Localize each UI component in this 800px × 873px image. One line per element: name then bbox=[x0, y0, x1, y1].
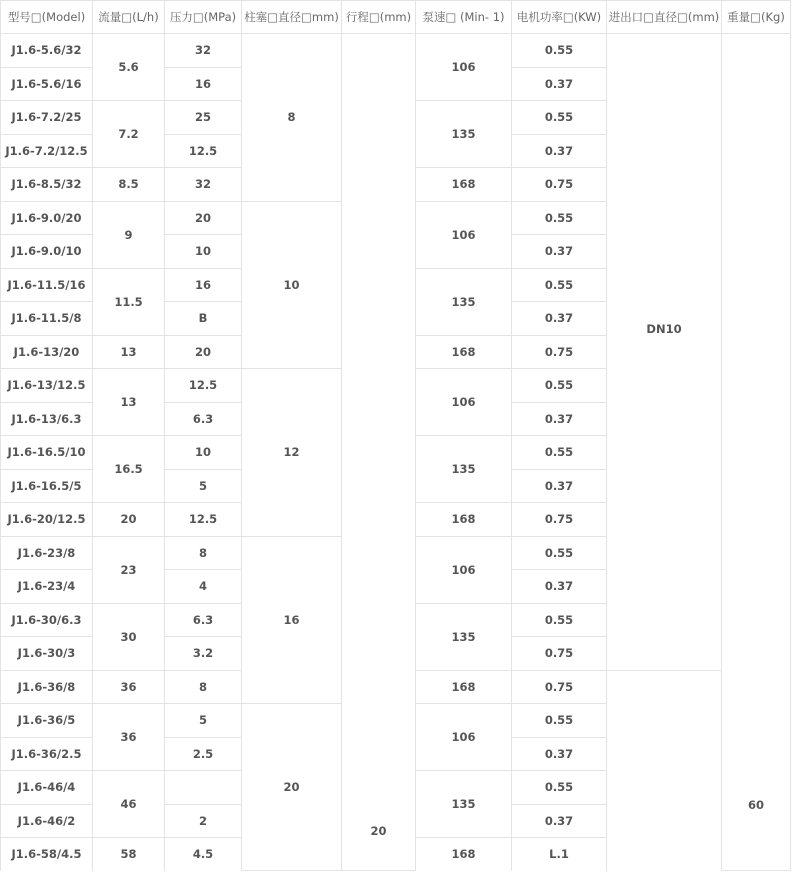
cell-model: J1.6-7.2/25 bbox=[1, 101, 93, 135]
cell-model: J1.6-58/4.5 bbox=[1, 838, 93, 871]
cell-motor-power: 0.55 bbox=[512, 704, 607, 738]
cell-pressure: 2.5 bbox=[165, 737, 242, 771]
cell-motor-power: 0.55 bbox=[512, 771, 607, 805]
header-pump-speed: 泵速□ (Min- 1) bbox=[416, 1, 512, 34]
cell-pump-speed: 168 bbox=[416, 168, 512, 202]
cell-motor-power: 0.37 bbox=[512, 804, 607, 838]
cell-model: J1.6-30/6.3 bbox=[1, 603, 93, 637]
cell-flow: 9 bbox=[93, 201, 165, 268]
cell-model: J1.6-5.6/16 bbox=[1, 67, 93, 101]
cell-motor-power: 0.55 bbox=[512, 436, 607, 470]
cell-model: J1.6-8.5/32 bbox=[1, 168, 93, 202]
cell-pressure: 5 bbox=[165, 469, 242, 503]
header-motor-power: 电机功率□(KW) bbox=[512, 1, 607, 34]
cell-motor-power: 0.55 bbox=[512, 201, 607, 235]
header-port-diameter: 进出口□直径□(mm) bbox=[607, 1, 722, 34]
cell-pump-speed: 135 bbox=[416, 603, 512, 670]
cell-pressure: 12.5 bbox=[165, 503, 242, 537]
cell-pump-speed: 135 bbox=[416, 268, 512, 335]
cell-motor-power: 0.55 bbox=[512, 101, 607, 135]
header-pressure: 压力□(MPa) bbox=[165, 1, 242, 34]
cell-flow: 8.5 bbox=[93, 168, 165, 202]
cell-flow: 36 bbox=[93, 704, 165, 771]
cell-motor-power: 0.75 bbox=[512, 335, 607, 369]
header-stroke: 行程□(mm) bbox=[342, 1, 416, 34]
cell-pressure: 4 bbox=[165, 570, 242, 604]
cell-flow: 30 bbox=[93, 603, 165, 670]
cell-model: J1.6-11.5/8 bbox=[1, 302, 93, 336]
header-plunger-diameter: 柱塞□直径□mm) bbox=[242, 1, 342, 34]
cell-model: J1.6-23/4 bbox=[1, 570, 93, 604]
cell-model: J1.6-7.2/12.5 bbox=[1, 134, 93, 168]
cell-pressure: 20 bbox=[165, 335, 242, 369]
cell-stroke: 20 bbox=[342, 34, 416, 871]
cell-pressure: 10 bbox=[165, 436, 242, 470]
cell-motor-power: 0.37 bbox=[512, 134, 607, 168]
cell-pump-speed: 106 bbox=[416, 201, 512, 268]
cell-flow: 7.2 bbox=[93, 101, 165, 168]
cell-pressure: 32 bbox=[165, 34, 242, 68]
cell-flow: 46 bbox=[93, 771, 165, 838]
cell-flow: 16.5 bbox=[93, 436, 165, 503]
cell-pump-speed: 135 bbox=[416, 101, 512, 168]
cell-model: J1.6-13/20 bbox=[1, 335, 93, 369]
cell-flow: 11.5 bbox=[93, 268, 165, 335]
cell-plunger-diameter: 8 bbox=[242, 34, 342, 202]
table-row bbox=[1, 34, 791, 68]
cell-model: J1.6-13/12.5 bbox=[1, 369, 93, 403]
cell-pressure: 4.5 bbox=[165, 838, 242, 871]
cell-pump-speed: 168 bbox=[416, 335, 512, 369]
cell-motor-power: 0.55 bbox=[512, 34, 607, 68]
cell-pump-speed: 106 bbox=[416, 369, 512, 436]
cell-model: J1.6-16.5/5 bbox=[1, 469, 93, 503]
header-weight: 重量□(Kg) bbox=[722, 1, 791, 34]
cell-pressure: 32 bbox=[165, 168, 242, 202]
cell-motor-power: 0.75 bbox=[512, 503, 607, 537]
header-row bbox=[1, 1, 791, 34]
cell-pump-speed: 135 bbox=[416, 436, 512, 503]
cell-flow: 23 bbox=[93, 536, 165, 603]
cell-pump-speed: 106 bbox=[416, 536, 512, 603]
cell-motor-power: 0.37 bbox=[512, 737, 607, 771]
cell-pump-speed: 168 bbox=[416, 838, 512, 871]
cell-motor-power: 0.37 bbox=[512, 402, 607, 436]
cell-motor-power: 0.55 bbox=[512, 603, 607, 637]
cell-pressure: 5 bbox=[165, 704, 242, 738]
cell-pressure: 12.5 bbox=[165, 134, 242, 168]
cell-model: J1.6-46/4 bbox=[1, 771, 93, 805]
cell-pressure bbox=[165, 771, 242, 805]
cell-flow: 13 bbox=[93, 335, 165, 369]
cell-motor-power: 0.75 bbox=[512, 168, 607, 202]
cell-pressure: 20 bbox=[165, 201, 242, 235]
cell-motor-power: 0.75 bbox=[512, 637, 607, 671]
cell-plunger-diameter: 10 bbox=[242, 201, 342, 369]
cell-pressure: 25 bbox=[165, 101, 242, 135]
cell-motor-power: L.1 bbox=[512, 838, 607, 871]
cell-model: J1.6-36/5 bbox=[1, 704, 93, 738]
cell-pressure: 6.3 bbox=[165, 402, 242, 436]
cell-pressure: 8 bbox=[165, 536, 242, 570]
cell-flow: 13 bbox=[93, 369, 165, 436]
header-model: 型号□(Model) bbox=[1, 1, 93, 34]
cell-model: J1.6-5.6/32 bbox=[1, 34, 93, 68]
cell-weight: 60 bbox=[722, 34, 791, 871]
cell-plunger-diameter: 20 bbox=[242, 704, 342, 871]
cell-motor-power: 0.37 bbox=[512, 235, 607, 269]
cell-motor-power: 0.37 bbox=[512, 469, 607, 503]
cell-pressure: 12.5 bbox=[165, 369, 242, 403]
cell-flow: 5.6 bbox=[93, 34, 165, 101]
cell-pump-speed: 168 bbox=[416, 503, 512, 537]
cell-motor-power: 0.55 bbox=[512, 369, 607, 403]
cell-pump-speed: 135 bbox=[416, 771, 512, 838]
cell-model: J1.6-9.0/10 bbox=[1, 235, 93, 269]
cell-flow: 58 bbox=[93, 838, 165, 871]
cell-motor-power: 0.37 bbox=[512, 67, 607, 101]
cell-pressure: 2 bbox=[165, 804, 242, 838]
cell-pressure: 16 bbox=[165, 268, 242, 302]
cell-pump-speed: 168 bbox=[416, 670, 512, 704]
cell-model: J1.6-16.5/10 bbox=[1, 436, 93, 470]
cell-motor-power: 0.55 bbox=[512, 536, 607, 570]
cell-plunger-diameter: 12 bbox=[242, 369, 342, 537]
cell-motor-power: 0.75 bbox=[512, 670, 607, 704]
cell-port-diameter: DN10 bbox=[607, 34, 722, 671]
cell-pump-speed: 106 bbox=[416, 34, 512, 101]
cell-motor-power: 0.37 bbox=[512, 570, 607, 604]
cell-pressure: 16 bbox=[165, 67, 242, 101]
cell-flow: 20 bbox=[93, 503, 165, 537]
cell-plunger-diameter: 16 bbox=[242, 536, 342, 704]
cell-model: J1.6-11.5/16 bbox=[1, 268, 93, 302]
cell-model: J1.6-46/2 bbox=[1, 804, 93, 838]
cell-pressure: 10 bbox=[165, 235, 242, 269]
spec-table-body bbox=[1, 34, 791, 871]
cell-pressure: B bbox=[165, 302, 242, 336]
cell-pressure: 8 bbox=[165, 670, 242, 704]
cell-motor-power: 0.37 bbox=[512, 302, 607, 336]
cell-pressure: 3.2 bbox=[165, 637, 242, 671]
cell-pump-speed: 106 bbox=[416, 704, 512, 771]
cell-model: J1.6-9.0/20 bbox=[1, 201, 93, 235]
cell-model: J1.6-36/8 bbox=[1, 670, 93, 704]
cell-model: J1.6-23/8 bbox=[1, 536, 93, 570]
cell-model: J1.6-30/3 bbox=[1, 637, 93, 671]
cell-model: J1.6-36/2.5 bbox=[1, 737, 93, 771]
cell-motor-power: 0.55 bbox=[512, 268, 607, 302]
cell-model: J1.6-20/12.5 bbox=[1, 503, 93, 537]
header-flow: 流量□(L/h) bbox=[93, 1, 165, 34]
cell-flow: 36 bbox=[93, 670, 165, 704]
cell-pressure: 6.3 bbox=[165, 603, 242, 637]
cell-model: J1.6-13/6.3 bbox=[1, 402, 93, 436]
